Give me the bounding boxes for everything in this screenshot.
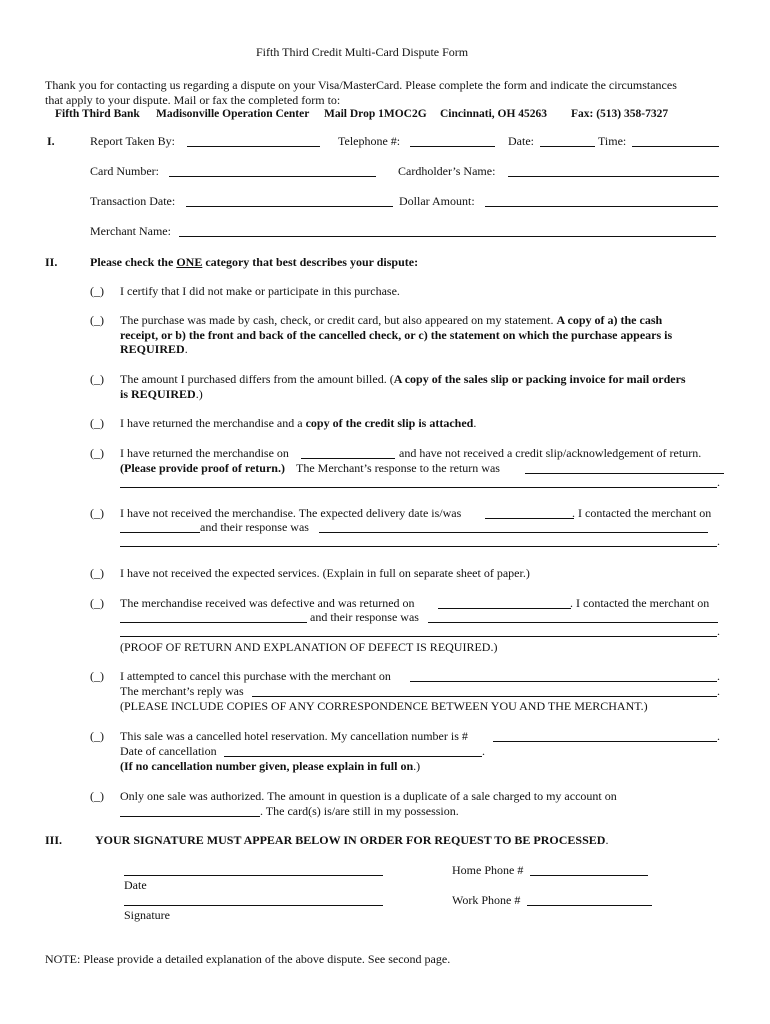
card-number-label: Card Number:	[90, 164, 159, 178]
option-2-text-b: A copy of a) the cash	[556, 313, 663, 327]
option-6-period: .	[717, 534, 720, 548]
footer-note: NOTE: Please provide a detailed explanation of the above dispute. See second page.	[45, 952, 451, 966]
option-3-text-b: A copy of the sales slip or packing invoice for mail orders	[393, 372, 686, 386]
option-3-text-a: The amount I purchased differs from the amount billed. (	[120, 372, 394, 386]
option-10-note-end: .)	[413, 759, 421, 773]
merchant-name-label: Merchant Name:	[90, 224, 171, 238]
date-signature-field[interactable]	[124, 875, 383, 876]
option-10-text-a: This sale was a cancelled hotel reservation. My cancellation number is #	[120, 729, 468, 743]
checkbox-8[interactable]: (_)	[90, 596, 104, 610]
section-2-heading-post: category that best describes your dispute:	[202, 255, 419, 269]
option-3-end: .)	[195, 387, 203, 401]
checkbox-6[interactable]: (_)	[90, 506, 104, 520]
work-phone-field[interactable]	[527, 905, 652, 906]
option-9-period-2: .	[717, 684, 720, 698]
card-number-field[interactable]	[169, 176, 376, 177]
defective-contacted-on-field[interactable]	[120, 622, 307, 623]
merchant-response-field-2[interactable]	[120, 546, 717, 547]
return-response-field-2[interactable]	[120, 487, 717, 488]
checkbox-3[interactable]: (_)	[90, 372, 104, 386]
option-3-required: is REQUIRED	[120, 387, 196, 401]
defective-response-field-2[interactable]	[120, 636, 717, 637]
date-signature-label: Date	[124, 878, 147, 892]
option-2-text-a: The purchase was made by cash, check, or credit card, but also appeared on my statement.	[120, 313, 557, 327]
checkbox-7[interactable]: (_)	[90, 566, 104, 580]
address-bank: Fifth Third Bank	[55, 108, 140, 120]
checkbox-1[interactable]: (_)	[90, 284, 104, 298]
defective-response-field[interactable]	[428, 622, 718, 623]
section-3-heading-text: YOUR SIGNATURE MUST APPEAR BELOW IN ORDER FOR REQUEST TO BE PROCESSED	[95, 833, 606, 847]
option-9-text-a: I attempted to cancel this purchase with the merchant on	[120, 669, 391, 683]
option-2-period: .	[184, 342, 188, 356]
option-8-proof: (PROOF OF RETURN AND EXPLANATION OF DEFECT IS REQUIRED.)	[120, 640, 498, 654]
checkbox-11[interactable]: (_)	[90, 789, 104, 803]
option-9-note: (PLEASE INCLUDE COPIES OF ANY CORRESPONDENCE BETWEEN YOU AND THE MERCHANT.)	[120, 699, 648, 713]
expected-delivery-field[interactable]	[485, 518, 574, 519]
address-mail-drop: Mail Drop 1MOC2G	[324, 108, 427, 120]
section-2-heading-emphasis: ONE	[176, 255, 203, 269]
option-3-line1	[120, 372, 686, 386]
transaction-date-label: Transaction Date:	[90, 194, 176, 208]
section-2-numeral: II.	[45, 255, 58, 269]
option-9-period-1: .	[717, 669, 720, 683]
option-4-text-c: .	[473, 416, 477, 430]
section-2-heading-pre: Please check the	[90, 255, 177, 269]
report-taken-by-label: Report Taken By:	[90, 134, 175, 148]
option-10-note	[120, 759, 420, 773]
telephone-field[interactable]	[410, 146, 495, 147]
option-7-text: I have not received the expected services. (Explain in full on separate sheet of paper.)	[120, 566, 530, 580]
intro-text-line2: that apply to your dispute. Mail or fax the completed form to:	[45, 93, 341, 107]
transaction-date-field[interactable]	[186, 206, 393, 207]
signature-field[interactable]	[124, 905, 383, 906]
date-field[interactable]	[540, 146, 595, 147]
option-11-text-a: Only one sale was authorized. The amount in question is a duplicate of a sale charged to my account on	[120, 789, 617, 803]
checkbox-5[interactable]: (_)	[90, 446, 104, 460]
home-phone-field[interactable]	[530, 875, 648, 876]
option-2-line1	[120, 313, 662, 327]
option-8-text-c: and their response was	[310, 610, 419, 624]
option-10-note-bold: (If no cancellation number given, please explain in full on	[120, 759, 414, 773]
cancellation-number-field[interactable]	[493, 741, 717, 742]
option-6-text-c: and their response was	[200, 520, 309, 534]
section-1-numeral: I.	[47, 134, 55, 148]
checkbox-4[interactable]: (_)	[90, 416, 104, 430]
returned-on-field[interactable]	[301, 458, 395, 459]
option-8-text-b: . I contacted the merchant on	[570, 596, 710, 610]
option-5-proof: (Please provide proof of return.)	[120, 461, 285, 475]
time-field[interactable]	[632, 146, 719, 147]
option-10-period-1: .	[717, 729, 720, 743]
checkbox-9[interactable]: (_)	[90, 669, 104, 683]
home-phone-label: Home Phone #	[452, 863, 524, 877]
report-taken-by-field[interactable]	[187, 146, 320, 147]
page-title: Fifth Third Credit Multi-Card Dispute Form	[256, 45, 469, 59]
telephone-label: Telephone #:	[338, 134, 401, 148]
option-5-response-label: The Merchant’s response to the return was	[296, 461, 500, 475]
section-3-numeral: III.	[45, 833, 63, 847]
option-6-text-a: I have not received the merchandise. The expected delivery date is/was	[120, 506, 462, 520]
option-4-text-b: copy of the credit slip is attached	[305, 416, 474, 430]
option-4-text-a: I have returned the merchandise and a	[120, 416, 306, 430]
section-3-heading	[95, 833, 608, 847]
duplicate-sale-date-field[interactable]	[120, 816, 260, 817]
work-phone-label: Work Phone #	[452, 893, 521, 907]
option-2-line3	[120, 342, 188, 356]
option-11-text-b: . The card(s) is/are still in my possession.	[260, 804, 459, 818]
intro-text-line1: Thank you for contacting us regarding a dispute on your Visa/MasterCard. Please complete the form and indicate the circumstances	[45, 78, 677, 92]
option-5-text-a: I have returned the merchandise on	[120, 446, 289, 460]
signature-label: Signature	[124, 908, 170, 922]
merchant-reply-field[interactable]	[252, 696, 717, 697]
option-10-text-b: Date of cancellation	[120, 744, 217, 758]
address-fax: Fax: (513) 358-7327	[571, 108, 669, 120]
defective-returned-on-field[interactable]	[438, 608, 571, 609]
cancel-attempt-date-field[interactable]	[410, 681, 717, 682]
cardholder-name-field[interactable]	[508, 176, 719, 177]
return-response-field[interactable]	[525, 473, 724, 474]
checkbox-10[interactable]: (_)	[90, 729, 104, 743]
section-3-heading-period: .	[605, 833, 609, 847]
option-2-line2: receipt, or b) the front and back of the cancelled check, or c) the statement on which the purchase appears is	[120, 328, 673, 342]
dollar-amount-label: Dollar Amount:	[399, 194, 475, 208]
checkbox-2[interactable]: (_)	[90, 313, 104, 327]
option-6-text-b: . I contacted the merchant on	[572, 506, 712, 520]
option-9-text-b: The merchant’s reply was	[120, 684, 244, 698]
option-5-period: .	[717, 475, 720, 489]
option-3-line2	[120, 387, 203, 401]
option-8-period: .	[717, 624, 720, 638]
contacted-merchant-on-field[interactable]	[120, 532, 200, 533]
option-1-text: I certify that I did not make or participate in this purchase.	[120, 284, 400, 298]
dollar-amount-field[interactable]	[485, 206, 718, 207]
option-5-text-b: and have not received a credit slip/acknowledgement of return.	[399, 446, 702, 460]
merchant-name-field[interactable]	[179, 236, 716, 237]
option-4-text	[120, 416, 476, 430]
option-10-period-2: .	[482, 744, 485, 758]
cardholder-name-label: Cardholder’s Name:	[398, 164, 496, 178]
time-label: Time:	[598, 134, 627, 148]
merchant-response-field[interactable]	[319, 532, 708, 533]
cancellation-date-field[interactable]	[224, 756, 482, 757]
date-label: Date:	[508, 134, 534, 148]
address-center: Madisonville Operation Center	[156, 108, 310, 120]
option-2-required: REQUIRED	[120, 342, 185, 356]
address-city: Cincinnati, OH 45263	[440, 108, 548, 120]
option-8-text-a: The merchandise received was defective and was returned on	[120, 596, 415, 610]
section-2-heading	[90, 255, 418, 269]
